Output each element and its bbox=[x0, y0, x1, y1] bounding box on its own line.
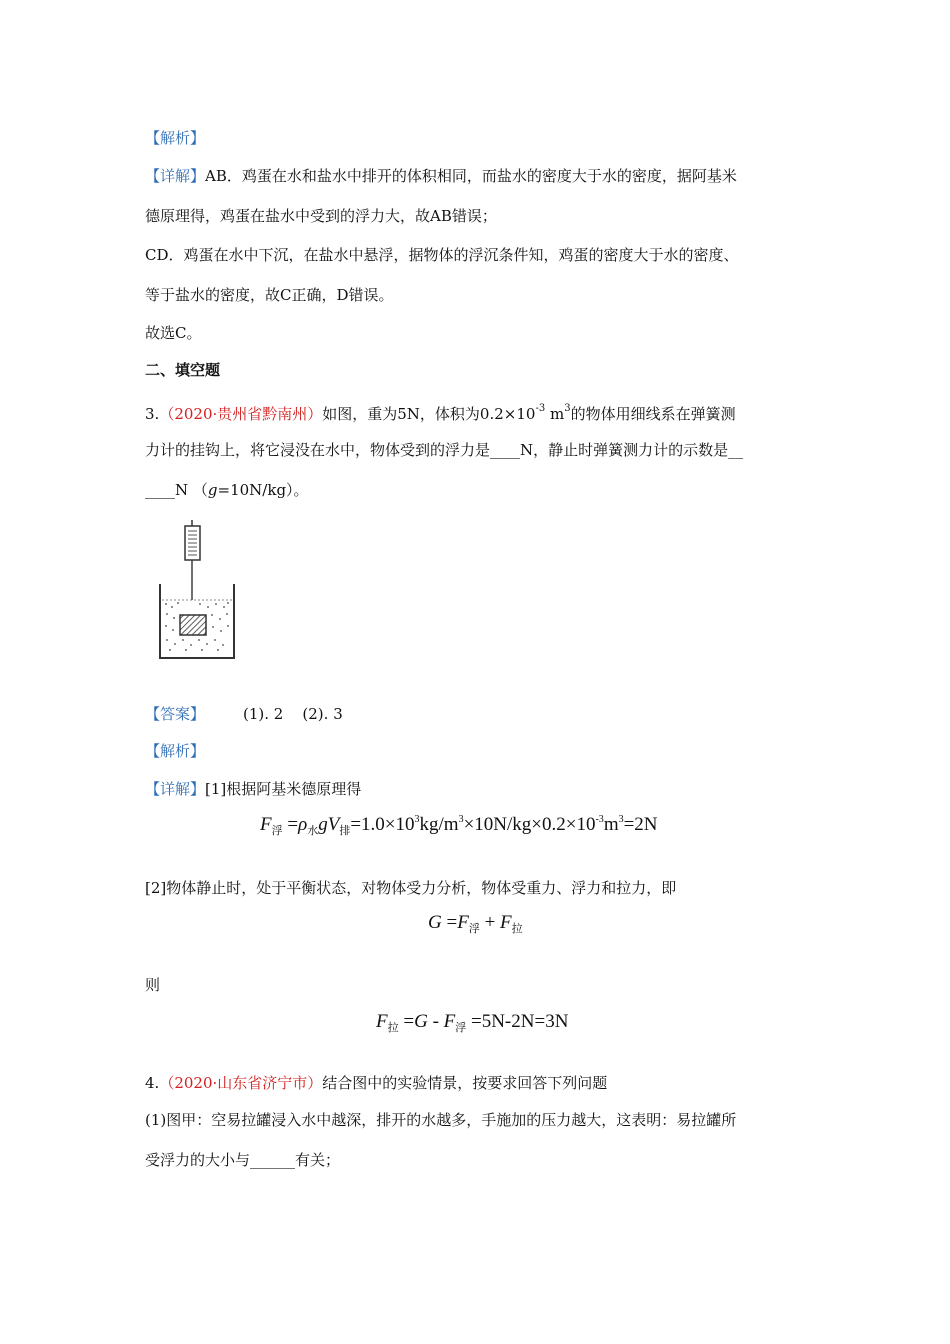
analysis-tag: 【解析】 bbox=[145, 129, 206, 147]
formula-subscript: 拉 bbox=[511, 923, 523, 935]
formula-symbol: G bbox=[428, 912, 442, 933]
detail-line: CD．鸡蛋在水中下沉，在盐水中悬浮，据物体的浮沉条件知，鸡蛋的密度大于水的密度、 bbox=[145, 246, 739, 264]
formula-exponent: 3 bbox=[414, 814, 420, 825]
answer-line bbox=[145, 704, 343, 724]
section-title: 二、填空题 bbox=[145, 361, 221, 379]
question-source: （2020·山东省济宁市） bbox=[159, 1074, 323, 1092]
formula-exponent: -3 bbox=[595, 814, 604, 825]
formula-exponent: 3 bbox=[618, 814, 624, 825]
detail-line: 等于盐水的密度，故C正确，D错误。 bbox=[145, 286, 394, 304]
detail-line bbox=[145, 166, 737, 186]
formula-subscript: 排 bbox=[339, 825, 351, 837]
detail-tag: 【详解】 bbox=[145, 780, 206, 798]
question-text: m bbox=[545, 405, 565, 423]
formula-symbol: F bbox=[376, 1011, 388, 1032]
formula-text: kg/m bbox=[419, 814, 459, 835]
question-text: 的物体用细线系在弹簧测 bbox=[570, 405, 736, 423]
formula-text: =5N-2N=3N bbox=[466, 1011, 569, 1032]
question-text: =10N/kg）。 bbox=[217, 481, 309, 499]
formula-symbol: F bbox=[260, 814, 272, 835]
formula-subscript: 浮 bbox=[455, 1022, 467, 1034]
answer-tag: 【答案】 bbox=[145, 705, 206, 723]
question-number: 3. bbox=[145, 405, 160, 423]
formula-exponent: 3 bbox=[458, 814, 464, 825]
formula-symbol: G bbox=[414, 1011, 428, 1032]
detail-line: [2]物体静止时，处于平衡状态，对物体受力分析，物体受重力、浮力和拉力，即 bbox=[145, 879, 677, 897]
formula-symbol: gV bbox=[318, 814, 340, 835]
formula-subscript: 浮 bbox=[468, 923, 480, 935]
formula-text: ×10N/kg×0.2×10 bbox=[463, 814, 596, 835]
formula-operator: = bbox=[441, 912, 458, 933]
question-4-line-2: 受浮力的大小与______有关； bbox=[145, 1151, 341, 1169]
detail-line: 德原理得，鸡蛋在盐水中受到的浮力大，故AB错误； bbox=[145, 207, 497, 225]
formula-subscript: 水 bbox=[307, 825, 319, 837]
formula-text: m bbox=[603, 814, 619, 835]
formula-operator: + bbox=[479, 912, 501, 933]
question-text: ____N （ bbox=[145, 481, 208, 499]
then-text: 则 bbox=[145, 976, 161, 994]
formula-subscript: 浮 bbox=[271, 825, 283, 837]
formula-symbol: ρ bbox=[298, 814, 308, 835]
question-3-line-3 bbox=[145, 480, 309, 500]
formula-operator: = bbox=[398, 1011, 415, 1032]
formula-subscript: 拉 bbox=[387, 1022, 399, 1034]
formula-symbol: F bbox=[500, 912, 512, 933]
answer-text: (1). 2 (2). 3 bbox=[243, 705, 343, 723]
analysis-tag: 【解析】 bbox=[145, 742, 206, 760]
question-3-line-2: 力计的挂钩上，将它浸没在水中，物体受到的浮力是____N，静止时弹簧测力计的示数是__ bbox=[145, 441, 744, 459]
formula-text: =1.0×10 bbox=[350, 814, 415, 835]
question-4-line-0 bbox=[145, 1073, 607, 1093]
formula-text: =2N bbox=[623, 814, 658, 835]
balance-formula bbox=[428, 912, 523, 936]
question-3-line-1 bbox=[145, 399, 736, 424]
formula-operator: = bbox=[282, 814, 299, 835]
exponent: -3 bbox=[535, 403, 546, 414]
question-source: （2020·贵州省黔南州） bbox=[159, 405, 323, 423]
g-symbol: g bbox=[207, 481, 218, 499]
formula-symbol: F bbox=[443, 1011, 456, 1032]
question-text: 如图，重为5N，体积为0.2×10 bbox=[322, 405, 536, 423]
spring-scale-in-water-diagram bbox=[150, 518, 250, 663]
conclusion: 故选C。 bbox=[145, 324, 202, 342]
question-number: 4. bbox=[145, 1074, 160, 1092]
detail-tag: 【详解】 bbox=[145, 167, 206, 185]
formula-operator: - bbox=[427, 1011, 444, 1032]
buoyancy-formula bbox=[260, 814, 658, 838]
detail-line bbox=[145, 779, 361, 799]
question-text: 结合图中的实验情景，按要求回答下列问题 bbox=[322, 1074, 608, 1092]
exponent: 3 bbox=[564, 403, 571, 414]
formula-symbol: F bbox=[457, 912, 469, 933]
detail-text: [1]根据阿基米德原理得 bbox=[205, 780, 362, 798]
detail-text: AB．鸡蛋在水和盐水中排开的体积相同，而盐水的密度大于水的密度，据阿基米 bbox=[205, 167, 737, 185]
tension-formula bbox=[376, 1011, 568, 1035]
question-4-line-1: (1)图甲：空易拉罐浸入水中越深，排开的水越多，手施加的压力越大，这表明：易拉罐所 bbox=[145, 1111, 737, 1129]
